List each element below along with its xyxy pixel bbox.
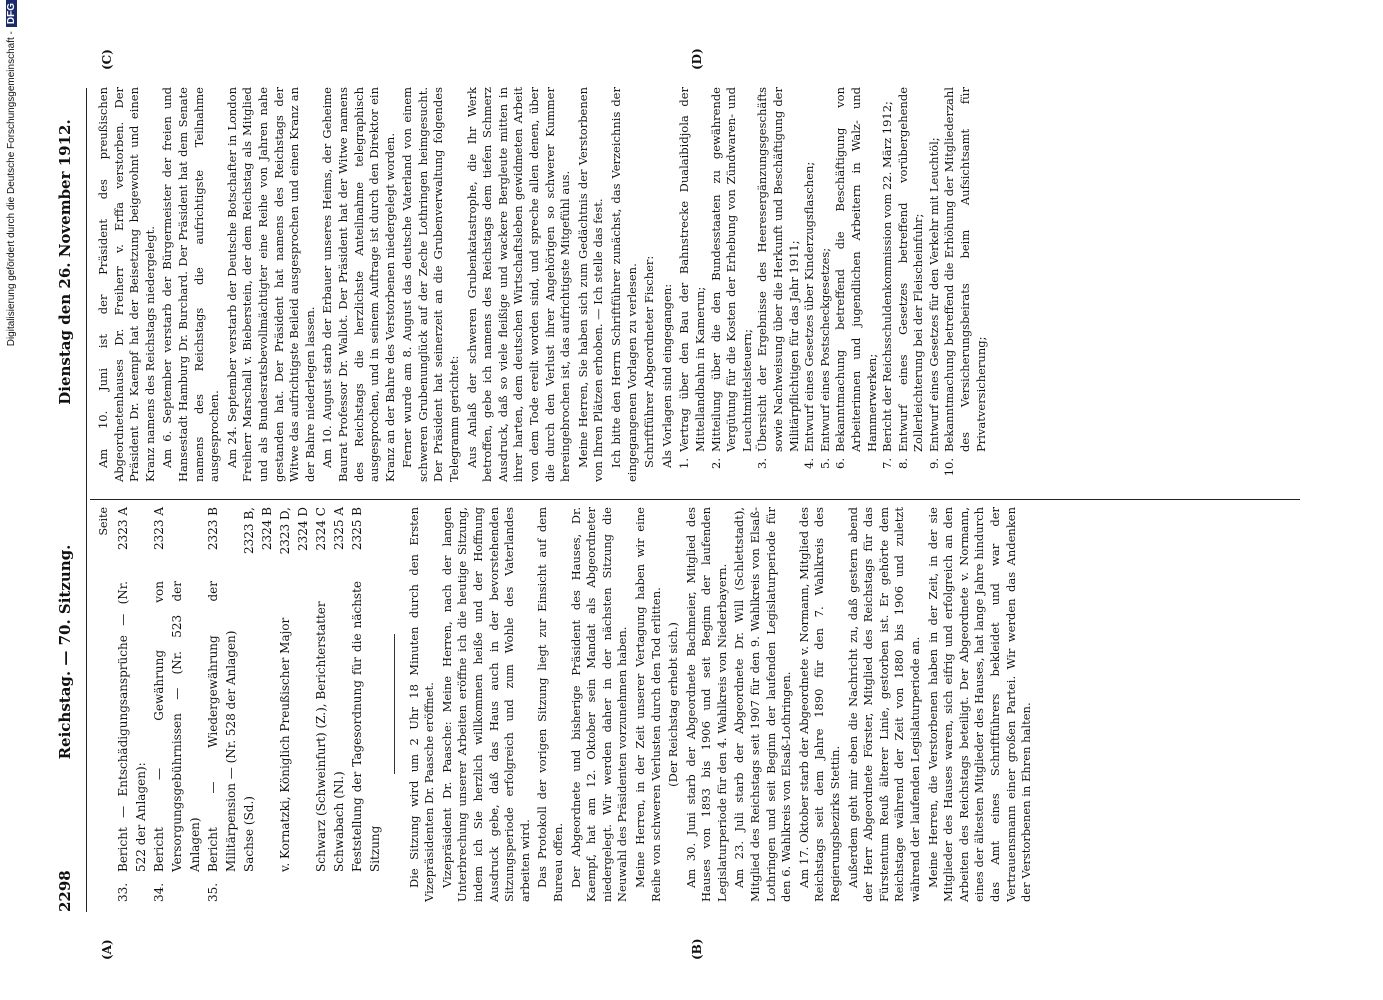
paragraph: Meine Herren, die Verstorbenen haben in der Zeit, in der sie Mitglieder des Hauses waren, sich eifrig und erfolgreich an den Arbeiten des Reichstags beteiligt. Der Abgeordnete v. Normann, eines der ältesten Mitglieder des Hauses, hat lange Jahre hindurch das Amt eines Schriftführers bekleidet und war der Vertrauensmann einer großen Partei. Wir werden das Andenken der Verstorbenen in Ehren halten.: [925, 507, 1034, 902]
paragraph: Am 24. September verstarb der Deutsche Botschafter in London Freiherr Marschall v. Bieberstein, der dem Reichstag als Mitglied und als Bundesratsbevollmächtigter eine Reihe von Jahren nahe gestanden hat. Der Präsident hat namens des Reichstags der Witwe das aufrichtigste Beileid ausgesprochen und einen Kranz an der Bahre niederlegen lassen.: [224, 87, 317, 482]
paragraph: Am 10. August starb der Erbauer unseres Heims, der Geheime Baurat Professor Dr. Wallot. Der Präsident hat der Witwe namens des Reichstags die herzlichste Anteilnahme telegraphisch ausgesprochen, und in seinem Auftrage ist durch den Direktor ein Kranz an der Bahre des Verstorbenen niedergelegt worden.: [320, 87, 397, 482]
header-left-title: Reichstag. — 70. Sitzung.: [56, 544, 74, 760]
vorlage-item: [833, 87, 880, 482]
table-of-contents: [114, 507, 384, 902]
toc-row: [150, 507, 204, 902]
left-paragraphs: [407, 507, 1035, 902]
vorlage-text: Vertrag über den Bau der Bahnstrecke Dualaibidjola der Mittellandbahn in Kamerun;: [677, 87, 707, 452]
digitization-credit: [6, 0, 17, 960]
paragraph: Am 30. Juni starb der Abgeordnete Bachmeier, Mitglied des Hauses von 1893 bis 1906 und seit Beginn der laufenden Legislaturperiode für den 4. Wahlkreis von Niederbayern.: [683, 507, 729, 902]
margin-marker-a: (A): [100, 939, 114, 960]
vorlage-number: 5.: [817, 458, 832, 469]
toc-title: Feststellung der Tagesordnung für die nächste Sitzung: [349, 581, 382, 872]
margin-marker-d: (D): [690, 48, 704, 70]
vorlage-text: Mitteilung über die den Bundesstaaten zu gewährende Vergütung für die Kosten der Erhebung von Zündwaren- und Leuchtmittelsteuern;: [708, 87, 754, 452]
paragraph: Vizepräsident Dr. Paasche: Meine Herren, nach der langen Unterbrechung unserer Arbeiten eröffne ich die heutige Sitzung, indem ich Sie herzlich willkommen heiße und der Hoffnung Ausdruck gebe, daß das Haus auch in der bevorstehenden Sitzungsperiode erfolgreich und zum Wohle des Vaterlandes arbeiten wird.: [439, 507, 532, 902]
vorlage-number: 4.: [802, 458, 817, 469]
left-column: [96, 507, 1037, 902]
paragraph: (Der Reichstag erhebt sich.): [666, 622, 681, 787]
vorlage-item: [755, 87, 802, 482]
toc-title: v. Kornatzki, Königlich Preußischer Major: [277, 617, 292, 872]
vorlage-text: Entwurf eines Postscheckgesetzes;: [817, 247, 832, 452]
vorlage-item: [802, 87, 818, 482]
toc-title: Bericht — Wiedergewährung der Militärpension — (Nr. 528 der Anlagen): [205, 581, 238, 872]
header-rule: [86, 88, 87, 912]
toc-row: [276, 507, 312, 902]
margin-marker-c: (C): [100, 49, 114, 70]
vorlage-number: 9.: [926, 458, 941, 469]
vorlage-text: Bekanntmachung betreffend die Beschäftigung von Arbeiterinnen und jugendlichen Arbeitern in Walz- und Hammerwerken;: [833, 87, 879, 452]
toc-number: 35.: [205, 882, 220, 902]
vorlage-text: Entwurf eines Gesetzes über Kinderzugsflaschen;: [802, 161, 817, 452]
paragraph: Schriftführer Abgeordneter Fischer:: [642, 255, 657, 468]
vorlage-number: 8.: [895, 458, 910, 469]
toc-row: [348, 507, 384, 902]
toc-title: Sachse (Sd.): [241, 796, 256, 872]
margin-marker-b: (B): [690, 938, 704, 960]
vorlage-item: [818, 87, 834, 482]
paragraph: Als Vorlagen sind eingegangen:: [659, 283, 674, 468]
toc-page: 2324 C: [313, 507, 328, 551]
vorlage-number: 2.: [708, 458, 723, 469]
right-column: [96, 87, 989, 482]
vorlage-number: 6.: [833, 458, 848, 469]
toc-row: [312, 507, 330, 902]
vorlage-item: [896, 87, 927, 482]
vorlage-item: [709, 87, 756, 482]
credit-text: Digitalisierung gefördert durch die Deutsche Forschungsgemeinschaft -: [6, 31, 17, 347]
toc-page: 2323 D, 2324 D: [277, 507, 310, 555]
toc-row: [204, 507, 240, 902]
paragraph: Die Sitzung wird um 2 Uhr 18 Minuten durch den Ersten Vizepräsidenten Dr. Paasche eröffnet.: [406, 507, 437, 902]
toc-number: 33.: [115, 882, 130, 902]
toc-title: Schwarz (Schweinfurt) (Z.), Berichterstatter: [313, 601, 328, 872]
toc-page: 2323 B, 2324 B: [241, 507, 274, 554]
page-header: [56, 88, 78, 912]
vorlage-number: 3.: [755, 458, 770, 469]
paragraph: Meine Herren, Sie haben sich zum Gedächtnis der Verstorbenen von Ihren Plätzen erhoben. — Ich stelle das fest.: [575, 87, 606, 482]
right-paragraphs: [96, 87, 675, 482]
paragraph: Am 10. Juni ist der Präsident des preußischen Abgeordnetenhauses Dr. Freiherr v. Erffa verstorben. Der Präsident Dr. Kaempf hat der Beisetzung beigewohnt und einen Kranz namens des Reichstags niedergelegt.: [96, 87, 157, 482]
toc-row: [240, 507, 276, 902]
toc-title: Schwabach (Nl.): [331, 771, 346, 872]
paragraph: Aus Anlaß der schweren Grubenkatastrophe, die Ihr Werk betroffen, gebe ich namens des Reichstags dem tiefen Schmerz Ausdruck, daß so viele fleißige und wackere Bergleute mitten in ihrer harten, dem deutschen Wirtschaftsleben gewidmeten Arbeit von dem Tode ereilt worden sind, und spreche allen denen, über die durch den Verlust ihrer Angehörigen so schwerer Kummer hereingebrochen ist, das aufrichtigste Mitgefühl aus.: [464, 87, 573, 482]
vorlage-number: 10.: [942, 458, 957, 477]
paragraph: Am 23. Juli starb der Abgeordnete Dr. Will (Schlettstadt), Mitglied des Reichstags seit 1907 für den 9. Wahlkreis von Elsaß-Lothringen und seit Beginn der laufenden Legislaturperiode für den 6. Wahlkreis von Elsaß-Lothringen.: [732, 507, 794, 902]
vorlage-item: [677, 87, 708, 482]
vorlage-item: [880, 87, 896, 482]
toc-page: 2325 A: [331, 507, 346, 551]
section-rule: [394, 635, 395, 775]
paragraph: Am 6. September verstarb der Bürgermeister der freien und Hansestadt Hamburg Dr. Burchard. Der Präsident hat dem Senate namens des Reichstags die aufrichtigste Teilnahme ausgesprochen.: [160, 87, 222, 482]
toc-row: [330, 507, 348, 902]
vorlage-number: 7.: [880, 458, 895, 469]
toc-number: 34.: [151, 882, 166, 902]
toc-page: 2323 A: [115, 507, 130, 551]
paragraph: Am 17. Oktober starb der Abgeordnete v. Normann, Mitglied des Reichstags seit dem Jahre 1890 für den 7. Wahlkreis des Regierungsbezirks Stettin.: [796, 507, 843, 902]
vorlage-text: Bekanntmachung betreffend die Erhöhung der Mitgliederzahl des Versicherungsbeirats beim Aufsichtsamt für Privatversicherung;: [942, 87, 988, 452]
dfg-logo: DFG: [6, 0, 17, 27]
page-number: 2298: [56, 870, 74, 912]
toc-row: [114, 507, 150, 902]
paragraph: Ich bitte den Herrn Schriftführer zunächst, das Verzeichnis der eingegangenen Vorlagen zu verlesen.: [609, 87, 639, 482]
column-divider: [90, 499, 1300, 500]
vorlagen-list: [677, 87, 989, 482]
paragraph: Der Abgeordnete und bisherige Präsident des Hauses, Dr. Kaempf, hat am 12. Oktober sein Mandat als Abgeordneter niedergelegt. Wir werden daher in der nächsten Sitzung die Neuwahl des Präsidenten vorzunehmen haben.: [568, 507, 630, 902]
header-right-title: Dienstag den 26. November 1912.: [56, 119, 74, 405]
seite-label: Seite: [97, 507, 110, 536]
paragraph: Außerdem geht mir eben die Nachricht zu, daß gestern abend der Herr Abgeordnete Förster, Mitglied des Reichstags für das Fürstentum Reuß älterer Linie, gestorben ist. Er gehörte dem Reichstage während der Zeit von 1880 bis 1906 und zuletzt während der laufenden Legislaturperiode an.: [845, 507, 922, 902]
toc-title: Bericht — Entschädigungsansprüche — (Nr. 522 der Anlagen):: [115, 581, 148, 872]
vorlage-number: 1.: [677, 458, 692, 469]
toc-title: Bericht — Gewährung von Versorgungsgebührnissen — (Nr. 523 der Anlagen): [151, 581, 202, 872]
toc-page: 2323 B: [205, 507, 220, 551]
paragraph: Meine Herren, in der Zeit unserer Vertagung haben wir eine Reihe von schweren Verlusten durch den Tod erlitten.: [632, 507, 663, 902]
vorlage-item: [942, 87, 989, 482]
vorlage-text: Entwurf eines Gesetzes betreffend vorübergehende Zollerleichterung bei der Fleischeinfuhr;: [895, 87, 926, 452]
vorlage-text: Entwurf eines Gesetzes für den Verkehr mit Leuchtöl;: [926, 137, 941, 452]
vorlage-text: Bericht der Reichsschuldenkommission vom 22. März 1912;: [880, 101, 895, 452]
toc-page: 2325 B: [349, 507, 364, 551]
paragraph: Das Protokoll der vorigen Sitzung liegt zur Einsicht auf dem Bureau offen.: [535, 507, 565, 902]
vorlage-item: [927, 87, 943, 482]
paragraph: Ferner wurde am 8. August das deutsche Vaterland von einem schweren Grubenunglück auf der Zeche Lothringen heimgesucht. Der Präsident hat seinerzeit an die Grubenverwaltung folgendes Telegramm gerichtet:: [400, 87, 462, 482]
toc-page: 2323 A: [151, 507, 166, 551]
vorlage-text: Übersicht der Ergebnisse des Heeresergänzungsgeschäfts sowie Nachweisung über die Herkunft und Beschäftigung der Militärpflichtigen für das Jahr 1911;: [755, 87, 801, 452]
